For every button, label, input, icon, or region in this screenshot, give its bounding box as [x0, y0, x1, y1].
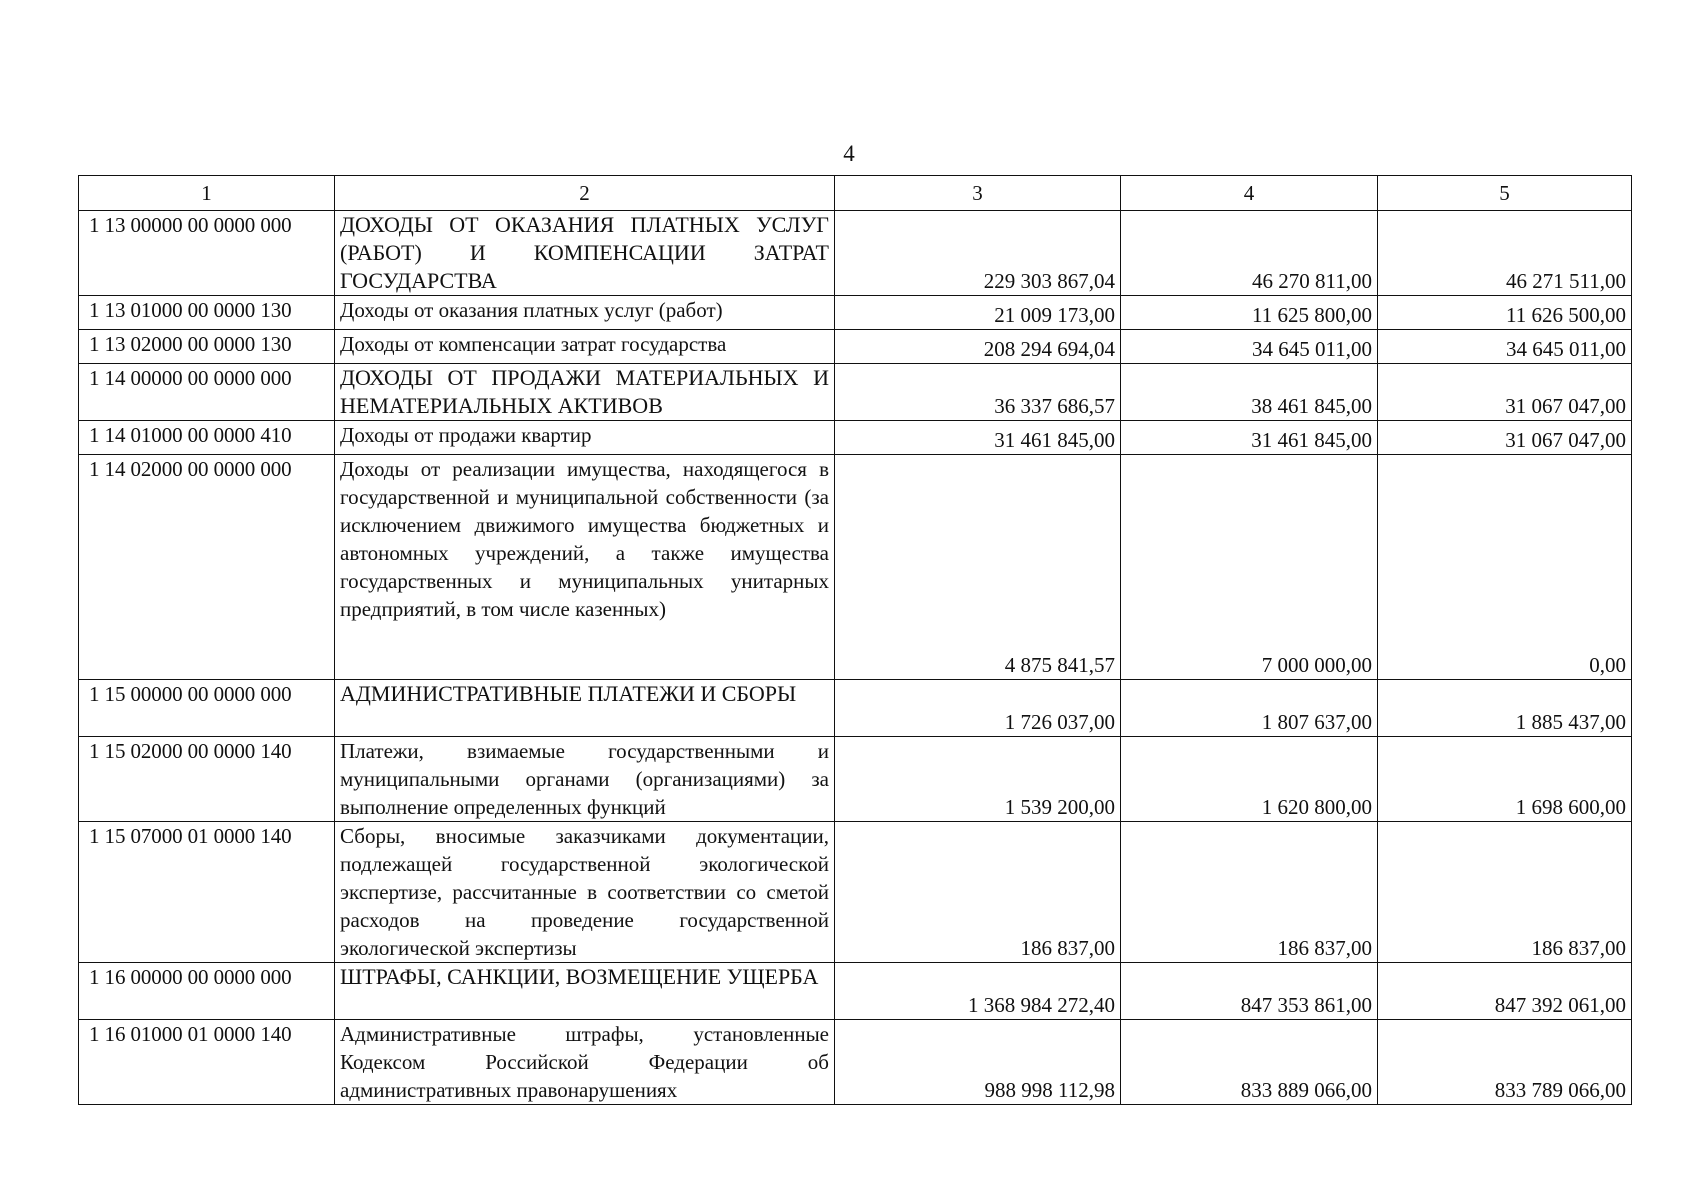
revenue-name: Платежи, взимаемые государственными и муниципальными органами (организациями) за выполнение определенных функций: [335, 737, 835, 822]
amount-col3: 988 998 112,98: [835, 1020, 1121, 1105]
revenue-name: ДОХОДЫ ОТ ПРОДАЖИ МАТЕРИАЛЬНЫХ И НЕМАТЕРИАЛЬНЫХ АКТИВОВ: [335, 364, 835, 421]
amount-col3: 229 303 867,04: [835, 211, 1121, 296]
amount-col4: 833 889 066,00: [1121, 1020, 1378, 1105]
budget-code: 1 14 02000 00 0000 000: [79, 455, 335, 680]
amount-col5: 31 067 047,00: [1378, 421, 1632, 455]
table-row: [79, 296, 1632, 330]
table-row: [79, 822, 1632, 963]
amount-col5: 847 392 061,00: [1378, 963, 1632, 1020]
amount-col4: 11 625 800,00: [1121, 296, 1378, 330]
table-row: [79, 680, 1632, 737]
revenue-name: Доходы от реализации имущества, находящегося в государственной и муниципальной собственности (за исключением движимого имущества бюджетных и автономных учреждений, а также имущества государственных и муниципальных унитарных предприятий, в том числе казенных): [335, 455, 835, 680]
amount-col4: 31 461 845,00: [1121, 421, 1378, 455]
revenue-name: Административные штрафы, установленные Кодексом Российской Федерации об административных правонарушениях: [335, 1020, 835, 1105]
table-row: [79, 963, 1632, 1020]
budget-code: 1 13 00000 00 0000 000: [79, 211, 335, 296]
amount-col5: 46 271 511,00: [1378, 211, 1632, 296]
amount-col4: 186 837,00: [1121, 822, 1378, 963]
budget-code: 1 15 00000 00 0000 000: [79, 680, 335, 737]
amount-col4: 847 353 861,00: [1121, 963, 1378, 1020]
amount-col5: 31 067 047,00: [1378, 364, 1632, 421]
table-row: [79, 737, 1632, 822]
budget-code: 1 15 07000 01 0000 140: [79, 822, 335, 963]
amount-col5: 833 789 066,00: [1378, 1020, 1632, 1105]
amount-col4: 7 000 000,00: [1121, 455, 1378, 680]
amount-col5: 1 698 600,00: [1378, 737, 1632, 822]
amount-col4: 46 270 811,00: [1121, 211, 1378, 296]
amount-col5: 186 837,00: [1378, 822, 1632, 963]
budget-code: 1 16 01000 01 0000 140: [79, 1020, 335, 1105]
revenue-name: Доходы от компенсации затрат государства: [335, 330, 835, 364]
revenue-name: Доходы от оказания платных услуг (работ): [335, 296, 835, 330]
column-header: 2: [335, 176, 835, 211]
budget-code: 1 13 01000 00 0000 130: [79, 296, 335, 330]
amount-col3: 1 539 200,00: [835, 737, 1121, 822]
amount-col3: 1 368 984 272,40: [835, 963, 1121, 1020]
table-row: [79, 1020, 1632, 1105]
amount-col3: 31 461 845,00: [835, 421, 1121, 455]
amount-col4: 1 807 637,00: [1121, 680, 1378, 737]
amount-col3: 21 009 173,00: [835, 296, 1121, 330]
budget-code: 1 14 01000 00 0000 410: [79, 421, 335, 455]
amount-col4: 38 461 845,00: [1121, 364, 1378, 421]
budget-code: 1 13 02000 00 0000 130: [79, 330, 335, 364]
revenue-name: Сборы, вносимые заказчиками документации, подлежащей государственной экологической экспертизе, рассчитанные в соответствии со сметой расходов на проведение государственной экологической экспертизы: [335, 822, 835, 963]
page-number: 4: [843, 141, 855, 166]
table-row: [79, 421, 1632, 455]
amount-col3: 36 337 686,57: [835, 364, 1121, 421]
revenue-name: Доходы от продажи квартир: [335, 421, 835, 455]
budget-code: 1 15 02000 00 0000 140: [79, 737, 335, 822]
column-header: 3: [835, 176, 1121, 211]
column-header: 4: [1121, 176, 1378, 211]
column-header: 5: [1378, 176, 1632, 211]
revenue-table: [78, 175, 1632, 1105]
revenue-name: ШТРАФЫ, САНКЦИИ, ВОЗМЕЩЕНИЕ УЩЕРБА: [335, 963, 835, 1020]
amount-col3: 208 294 694,04: [835, 330, 1121, 364]
table-row: [79, 211, 1632, 296]
amount-col3: 1 726 037,00: [835, 680, 1121, 737]
table-row: [79, 364, 1632, 421]
column-number-row: [79, 176, 1632, 211]
amount-col5: 11 626 500,00: [1378, 296, 1632, 330]
amount-col5: 34 645 011,00: [1378, 330, 1632, 364]
column-header: 1: [79, 176, 335, 211]
amount-col3: 186 837,00: [835, 822, 1121, 963]
table-row: [79, 330, 1632, 364]
budget-code: 1 14 00000 00 0000 000: [79, 364, 335, 421]
table-row: [79, 455, 1632, 680]
amount-col5: 1 885 437,00: [1378, 680, 1632, 737]
amount-col5: 0,00: [1378, 455, 1632, 680]
amount-col4: 34 645 011,00: [1121, 330, 1378, 364]
revenue-name: АДМИНИСТРАТИВНЫЕ ПЛАТЕЖИ И СБОРЫ: [335, 680, 835, 737]
revenue-name: ДОХОДЫ ОТ ОКАЗАНИЯ ПЛАТНЫХ УСЛУГ (РАБОТ) И КОМПЕНСАЦИИ ЗАТРАТ ГОСУДАРСТВА: [335, 211, 835, 296]
amount-col3: 4 875 841,57: [835, 455, 1121, 680]
amount-col4: 1 620 800,00: [1121, 737, 1378, 822]
budget-code: 1 16 00000 00 0000 000: [79, 963, 335, 1020]
